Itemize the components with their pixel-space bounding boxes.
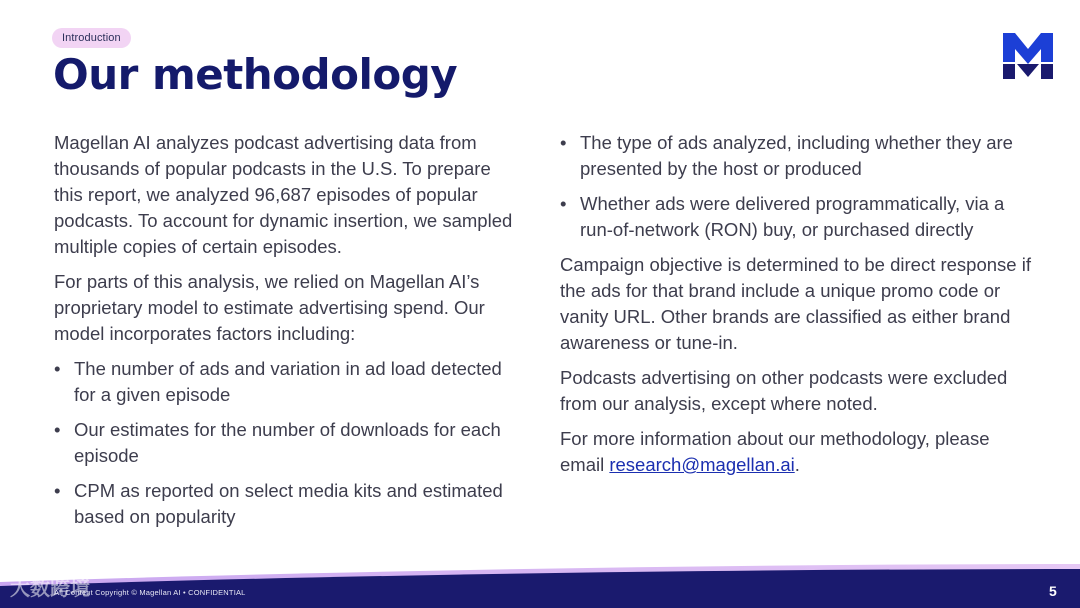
bullet-icon: •	[560, 132, 567, 153]
magellan-logo-icon	[1003, 33, 1053, 79]
factors-list	[54, 356, 524, 530]
intro-paragraph: Magellan AI analyzes podcast advertising data from thousands of popular podcasts in the U.S. To prepare this report, we analyzed 96,687 episodes of popular podcasts. To account for dynamic insertion, we sampled multiple copies of certain episodes.	[54, 132, 513, 257]
section-tag: Introduction	[52, 28, 131, 48]
page-number: 5	[1049, 583, 1057, 599]
research-email-link[interactable]: research@magellan.ai	[609, 454, 795, 475]
bullet-icon: •	[54, 480, 61, 501]
watermark-text: 大数跨境	[10, 576, 90, 600]
list-item-text: CPM as reported on select media kits and estimated based on popularity	[74, 480, 503, 527]
copyright-text: All Content Copyright © Magellan AI • CONFIDENTIAL	[54, 588, 246, 597]
list-item-text: The number of ads and variation in ad load detected for a given episode	[74, 358, 502, 405]
list-item-text: The type of ads analyzed, including whether they are presented by the host or produced	[580, 132, 1013, 179]
list-item	[54, 356, 524, 408]
list-item	[560, 191, 1035, 243]
exclusion-paragraph: Podcasts advertising on other podcasts were excluded from our analysis, except where noted.	[560, 367, 1008, 414]
bullet-icon: •	[54, 358, 61, 379]
list-item-text: Our estimates for the number of downloads for each episode	[74, 419, 501, 466]
bullet-icon: •	[54, 419, 61, 440]
bullet-icon: •	[560, 193, 567, 214]
list-item	[54, 478, 524, 530]
contact-text: For more information about our methodology, please email	[560, 428, 990, 475]
list-item	[560, 130, 1035, 182]
ad-types-list	[560, 130, 1035, 243]
right-column	[560, 130, 1035, 487]
model-paragraph: For parts of this analysis, we relied on Magellan AI’s proprietary model to estimate advertising spend. Our model incorporates factors including:	[54, 271, 485, 344]
list-item-text: Whether ads were delivered programmatically, via a run-of-network (RON) buy, or purchased directly	[580, 193, 1005, 240]
campaign-objective-paragraph: Campaign objective is determined to be direct response if the ads for that brand include a unique promo code or vanity URL. Other brands are classified as either brand awareness or tune-in.	[560, 254, 1031, 353]
page-title: Our methodology	[53, 50, 458, 99]
list-item	[54, 417, 524, 469]
contact-suffix: .	[794, 454, 800, 475]
left-column	[54, 130, 524, 539]
contact-paragraph	[560, 426, 1035, 478]
footer-band	[0, 560, 1080, 608]
